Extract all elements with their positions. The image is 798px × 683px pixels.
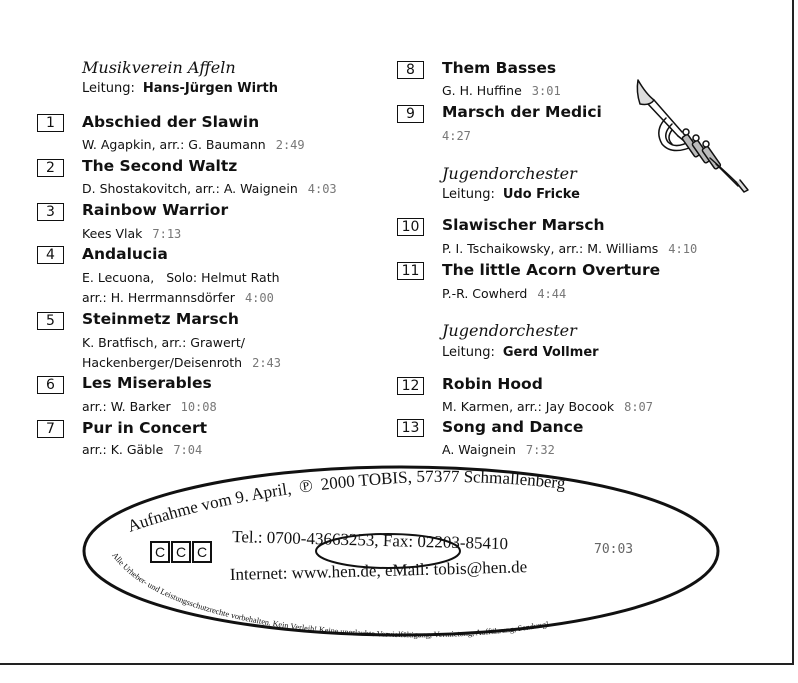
ccc-letter: C — [150, 541, 170, 563]
track-duration: 2:43 — [252, 356, 282, 370]
track-credit-continued: Hackenberger/Deisenroth 2:43 — [82, 355, 282, 370]
leader-label: Leitung: — [442, 345, 495, 360]
ensemble-name: Jugendorchester — [442, 321, 577, 340]
track-credit: P.-R. Cowherd 4:44 — [442, 286, 567, 301]
track-title: Them Basses — [442, 59, 557, 77]
internet-line: Internet: www.hen.de, eMail: tobis@hen.de — [229, 557, 528, 584]
track-duration: 4:10 — [668, 242, 698, 256]
track-duration: 4:03 — [307, 182, 337, 196]
track-credit: W. Agapkin, arr.: G. Baumann 2:49 — [82, 137, 305, 152]
track-number: 6 — [37, 376, 64, 394]
track-title: Rainbow Warrior — [82, 201, 229, 219]
track-credit: E. Lecuona, Solo: Helmut Rath — [82, 270, 280, 285]
ccc-letter: C — [192, 541, 212, 563]
track-title: Marsch der Medici — [442, 103, 602, 121]
track-duration: 4:00 — [244, 291, 274, 305]
track-credit: Kees Vlak 7:13 — [82, 226, 182, 241]
copyright-symbol: ℗ — [297, 475, 314, 497]
track-title: Les Miserables — [82, 374, 212, 392]
track-duration: 4:27 — [442, 129, 471, 143]
track-number: 13 — [397, 419, 424, 437]
total-time: 70:03 — [594, 542, 634, 557]
track-duration: 10:08 — [180, 400, 217, 414]
ensemble-name: Jugendorchester — [442, 164, 577, 183]
track-number: 8 — [397, 61, 424, 79]
track-title: Pur in Concert — [82, 419, 207, 437]
track-duration: 7:13 — [152, 227, 182, 241]
track-credit: A. Waignein 7:32 — [442, 442, 555, 457]
track-title: Song and Dance — [442, 418, 584, 436]
track-credit: K. Bratfisch, arr.: Grawert/ — [82, 335, 245, 350]
track-title: Steinmetz Marsch — [82, 310, 239, 328]
track-credit-continued: arr.: H. Herrmannsdörfer 4:00 — [82, 290, 274, 305]
track-title: The Second Waltz — [82, 157, 238, 175]
leader-name: Gerd Vollmer — [502, 345, 599, 360]
track-title: Andalucia — [82, 245, 168, 263]
track-credit: P. I. Tschaikowsky, arr.: M. Williams 4:10 — [442, 241, 698, 256]
track-credit: arr.: K. Gäble 7:04 — [82, 442, 203, 457]
track-title: The little Acorn Overture — [442, 261, 661, 279]
leader-name: Hans-Jürgen Wirth — [142, 81, 278, 96]
track-title: Abschied der Slawin — [82, 113, 260, 131]
track-duration: 7:32 — [525, 443, 555, 457]
track-duration: 7:04 — [173, 443, 203, 457]
ensemble-name: Musikverein Affeln — [82, 58, 236, 77]
track-number: 2 — [37, 159, 64, 177]
track-number: 4 — [37, 246, 64, 264]
track-credit: D. Shostakovitch, arr.: A. Waignein 4:03 — [82, 181, 337, 196]
track-number: 3 — [37, 203, 64, 221]
track-number: 1 — [37, 114, 64, 132]
track-duration: 2:49 — [275, 138, 305, 152]
track-title: Slawischer Marsch — [442, 216, 605, 234]
track-number: 11 — [397, 262, 424, 280]
track-credit: arr.: W. Barker 10:08 — [82, 399, 217, 414]
track-number: 9 — [397, 105, 424, 123]
track-number: 5 — [37, 312, 64, 330]
track-credit: G. H. Huffine 3:01 — [442, 83, 561, 98]
track-number: 12 — [397, 377, 424, 395]
track-title: Robin Hood — [442, 375, 543, 393]
ccc-letter: C — [171, 541, 191, 563]
track-duration: 8:07 — [624, 400, 654, 414]
recording-line: Aufnahme vom 9. April, ℗ 2000 TOBIS, 57377 Schmallenberg — [125, 466, 567, 536]
track-number: 10 — [397, 218, 424, 236]
leader-label: Leitung: — [82, 81, 135, 96]
track-credit: M. Karmen, arr.: Jay Bocook 8:07 — [442, 399, 654, 414]
track-number: 7 — [37, 420, 64, 438]
track-duration: 4:44 — [537, 287, 567, 301]
leader-name: Udo Fricke — [502, 187, 580, 202]
rights-line: Alle Urheber- und Leistungsschutzrechte vorbehalten. Kein Verleih! Keine unerlaubte Vervielfältigung, Vermietung, Aufführung, Sendung! — [110, 550, 550, 640]
leader-label: Leitung: — [442, 187, 495, 202]
track-duration: 3:01 — [531, 84, 561, 98]
phone-line: Tel.: 0700-43663253, Fax: 02203-85410 — [231, 527, 509, 554]
